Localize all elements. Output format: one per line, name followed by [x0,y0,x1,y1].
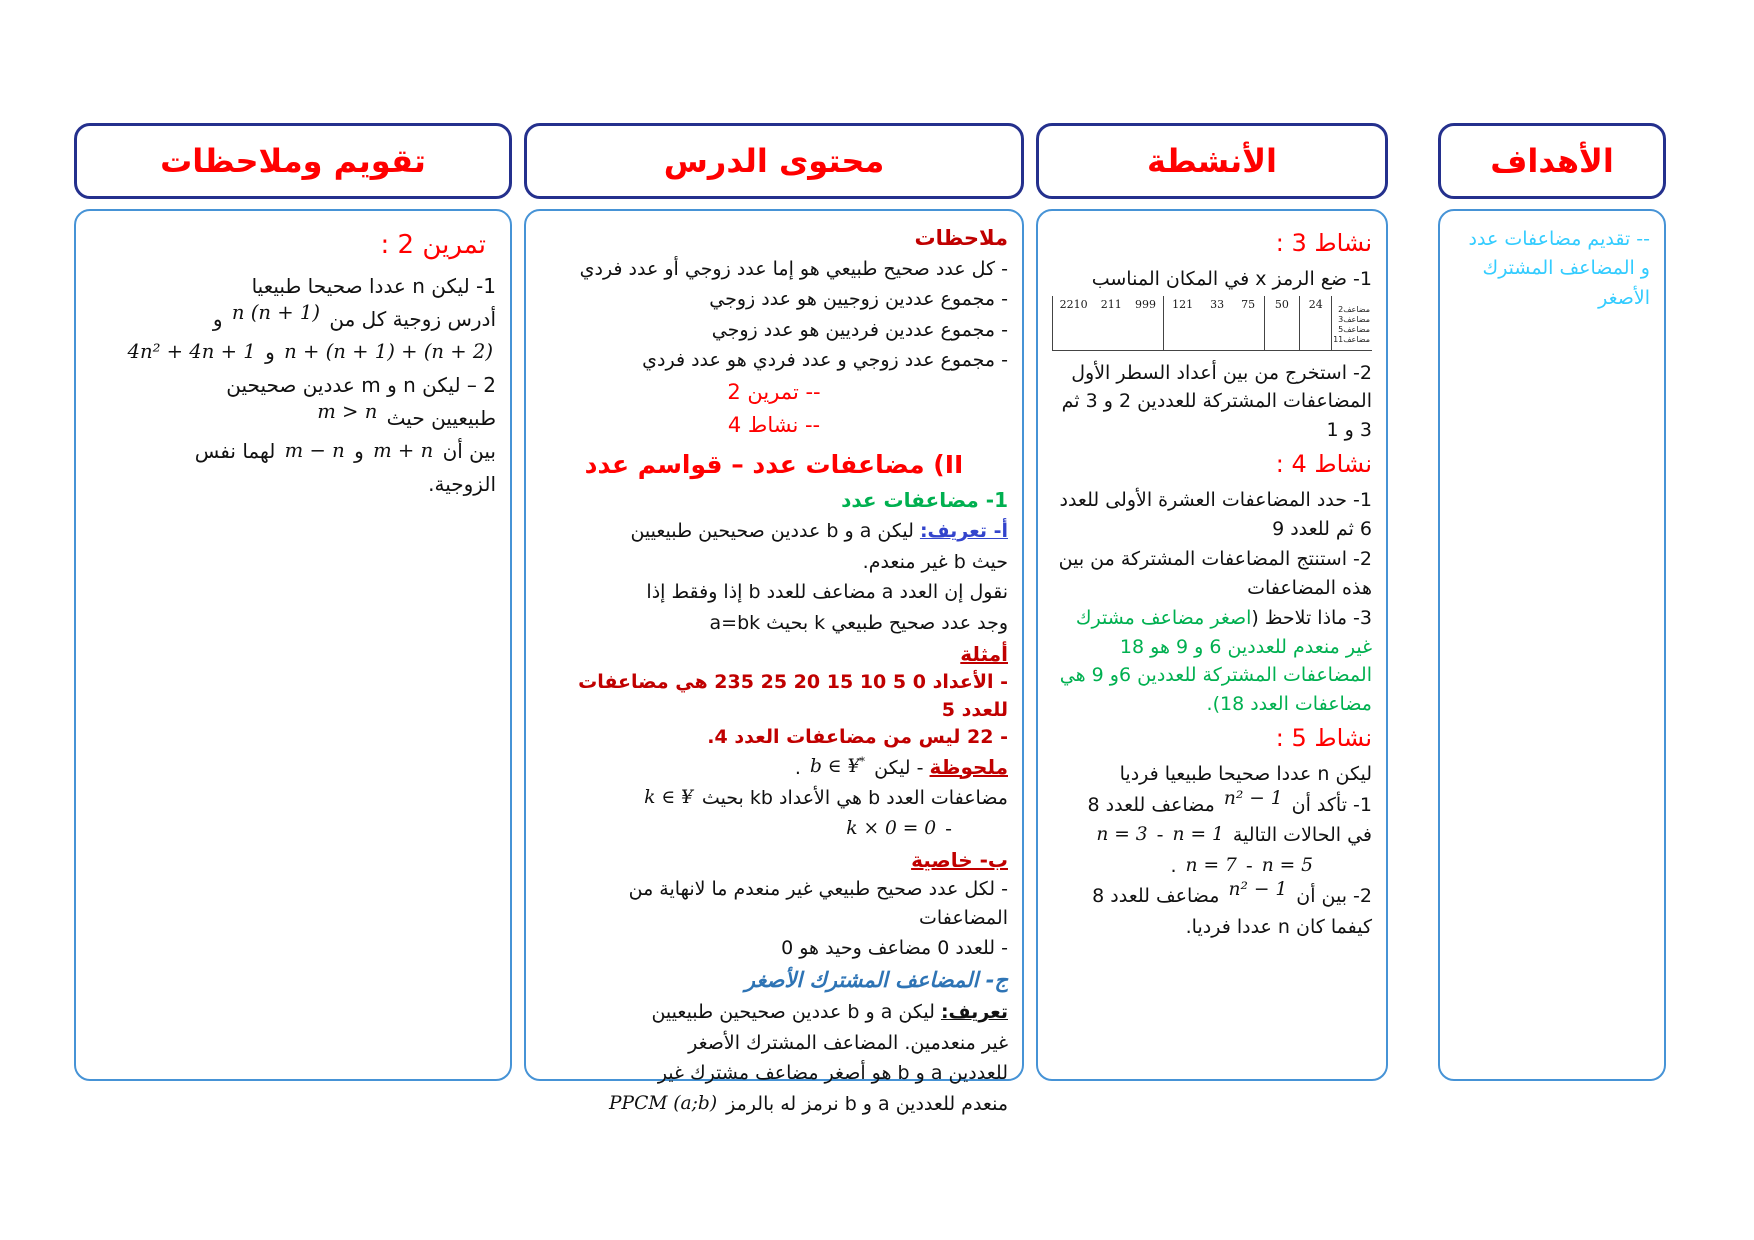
table-number: 121 [1172,297,1194,311]
case-separator: - [1245,854,1253,877]
note-item: - مجموع عددين زوجيين هو عدد زوجي [709,288,1008,310]
table-row-labels [1331,296,1372,350]
activity4-reference: -- نشاط 4 [727,413,821,437]
math-m-greater-n: m > n [317,400,378,424]
exercise2-line2-text: أدرس زوجية كل من [329,307,496,332]
ppcm-definition-label: تعريف: [940,1001,1008,1024]
math-n2-minus-1: n² − 1 [1228,879,1288,900]
note-item: - كل عدد صحيح طبيعي هو إما عدد زوجي أو عدد فردي [579,257,1008,280]
table-group-1 [1052,296,1163,350]
ppcm-section-label: ج- المضاعف المشترك الأصغر [744,967,1008,992]
activities-header-label: الأنشطة [1147,142,1277,180]
examples-label: أمثلة [960,642,1008,666]
exercise2-line7: الزوجية. [428,472,496,497]
exercise2-line6-text: بين أن [442,439,496,464]
exercise2-line6-and: و [354,439,364,464]
math-k-in-N: k ∈ ¥ [644,787,693,809]
activity5-cases-1 [1052,821,1372,850]
remark-line3 [540,815,1008,844]
exercise2-line2 [90,301,496,335]
section2-title: II) مضاعفات عدد – قواسم عدد [584,449,964,479]
objectives-header [1438,123,1666,199]
definition-a-label: أ- تعريف: [919,520,1008,542]
remark-text: - ليكن [874,756,924,779]
exercise2-line1: 1- ليكن n عددا صحيحا طبيعيا [251,274,496,299]
note-item: - مجموع عدد زوجي و عدد فردي هو عدد فردي [642,349,1008,371]
definition-a-line4: وجد عدد صحيح طبيعي k بحيث a=bk [709,611,1008,634]
ppcm-definition-line2: غير منعدمين. المضاعف المشترك الأصغر [688,1031,1008,1054]
objective-text: -- تقديم مضاعفات عدد و المضاعف المشترك الأصغر [1468,228,1650,309]
activity5-intro: ليكن n عددا صحيحا طبيعيا فرديا [1119,763,1372,785]
activity5-q2 [1052,879,1372,911]
math-4n2-plus-4n-plus-1: 4n² + 4n + 1 [127,340,256,364]
table-number: 24 [1308,297,1323,311]
note-item: - مجموع عددين فرديين هو عدد زوجي [711,318,1008,341]
table-group-3 [1264,296,1299,350]
math-k-times-0: k × 0 = 0 [846,817,937,839]
activities-box [1036,209,1388,1081]
lesson-content-header-label: محتوى الدرس [663,142,885,180]
activity3-table [1052,296,1372,351]
definition-a-line3: نقول إن العدد a مضاعف للعدد b إذا وفقط إذا [646,581,1008,603]
activities-column [1036,123,1388,1240]
activity5-q1 [1052,787,1372,820]
remark-line2 [540,784,1008,813]
activity4-item3-prefix: 3- ماذا تلاحظ ( [1251,607,1372,629]
evaluation-column [74,123,512,1240]
evaluation-box [74,209,512,1081]
remark-label: ملحوظة [929,754,1008,779]
evaluation-header-label: تقويم وملاحظات [160,142,426,180]
objectives-header-label: الأهداف [1490,142,1614,180]
table-number: 2210 [1059,297,1088,311]
activity3-item1: 1- ضع الرمز x في المكان المناسب [1091,268,1372,290]
property-line1: - لكل عدد صحيح طبيعي غير منعدم ما لانهاية من المضاعفات [628,878,1008,929]
objectives-column [1438,123,1666,1240]
activity4-item1: 1- حدد المضاعفات العشرة الأولى للعدد 6 ثم للعدد 9 [1059,489,1372,540]
activity5-q1-post: مضاعف للعدد 8 [1087,793,1215,816]
table-number: 50 [1274,297,1289,311]
activity5-q1-pre: 1- تأكد أن [1291,793,1372,816]
activity5-cases-pre: في الحالات التالية [1232,824,1372,846]
exercise2-line5 [90,400,496,434]
exercise2-line6-post: لهما نفس [194,439,276,464]
math-n-equals-3: n = 3 [1096,824,1148,845]
example-multiples-of-5: - الأعداد 0 5 10 15 20 25 235 هي مضاعفات للعدد 5 [578,671,1008,721]
activities-header [1036,123,1388,199]
table-number: 33 [1210,297,1225,311]
math-n-equals-1: n = 1 [1172,824,1224,845]
activity4-item3 [1052,604,1372,718]
activity4-item2: 2- استنتج المضاعفات المشتركة من بين هذه المضاعفات [1058,548,1372,599]
table-number: 211 [1100,297,1122,311]
exercise2-line3-and: و [265,340,275,365]
case-separator: - [1156,824,1164,846]
notes-title: ملاحظات [914,226,1008,250]
lesson-content-header [524,123,1024,199]
table-row-label: مضاعف3 [1338,314,1370,324]
definition-a-text: ليكن a و b عددين صحيحين طبيعيين [630,520,914,542]
ppcm-definition-line4 [540,1090,1008,1119]
exercise2-line2-and: و [212,307,223,332]
activity4-item3-answer: اصغر مضاعف مشترك غير منعدم للعددين 6 و 9 هو 18 المضاعفات المشتركة للعددين 6و 9 هي مضاعفات العدد 18). [1059,607,1372,715]
activity3-title: نشاط 3 : [1275,229,1372,257]
property-label: ب- خاصية [911,848,1008,873]
activity4-title: نشاط 4 : [1275,450,1372,478]
property-line2: - للعدد 0 مضاعف وحيد هو 0 [781,937,1008,960]
math-b-in-N-star: b ∈ ¥* [809,754,866,778]
example-not-multiple-of-4: - 22 ليس من مضاعفات العدد 4. [707,726,1008,749]
ppcm-definition [540,998,1008,1027]
ppcm-definition-text: ليكن a و b عددين صحيحين طبيعيين [651,1001,935,1024]
math-ppcm-notation: PPCM (a;b) [609,1092,718,1114]
lesson-content-box [524,209,1024,1115]
exercise2-line5-text: طبيعيين حيث [386,406,496,431]
table-group-2 [1163,296,1264,350]
sentence-period: . [1170,854,1177,877]
remark [540,752,1008,783]
math-n2-minus-1: n² − 1 [1223,787,1283,809]
exercise2-line3 [90,337,496,368]
table-row-label: مضاعف2 [1338,304,1370,314]
subsection1-title: 1- مضاعفات عدد [841,488,1008,512]
remark-line3-dash: - [945,817,952,840]
table-row-label: مضاعف5 [1338,324,1370,334]
exercise2-reference: -- تمرين 2 [727,379,821,404]
ppcm-definition-line3: للعددين a و b هو أصغر مضاعف مشترك غير [657,1062,1008,1085]
ppcm-definition-line4-text: منعدم للعددين a و b نرمز له بالرمز [726,1092,1008,1115]
math-n-times-n-plus-1: n (n + 1) [231,301,320,325]
objectives-box [1438,209,1666,1081]
lesson-content-column [524,123,1024,1240]
activity5-cases-2 [1052,852,1372,881]
definition-a-line2: حيث b غير منعدم. [862,550,1008,573]
table-row-label: مضاعف11 [1333,334,1370,344]
activity5-q2-post: مضاعف للعدد 8 [1092,885,1220,907]
exercise2-line4: 2 – ليكن n و m عددين صحيحين [226,373,496,398]
activity5-q2-pre: 2- بين أن [1296,885,1372,907]
math-n-equals-7: n = 7 [1185,854,1237,876]
math-sum-three-consecutive: n + (n + 1) + (n + 2) [284,340,493,364]
exercise2-line6 [90,436,496,467]
table-group-4 [1299,296,1331,350]
evaluation-header [74,123,512,199]
activity5-q2-line2: كيفما كان n عددا فرديا. [1185,915,1372,938]
table-number: 999 [1134,297,1156,311]
math-m-plus-n: m + n [373,439,434,463]
remark-line2-text: مضاعفات العدد b هي الأعداد kb بحيث [701,787,1008,810]
table-number: 75 [1241,297,1256,311]
activity5-title: نشاط 5 : [1275,724,1372,752]
activity3-item2: 2- استخرج من بين أعداد السطر الأول المضاعفات المشتركة للعددين 2 و 3 ثم 3 و 1 [1061,361,1372,441]
math-m-minus-n: m − n [284,439,345,463]
remark-period: . [794,756,801,779]
math-n-equals-5: n = 5 [1261,854,1313,876]
exercise2-title: تمرين 2 : [380,230,486,260]
definition-a [540,517,1008,546]
